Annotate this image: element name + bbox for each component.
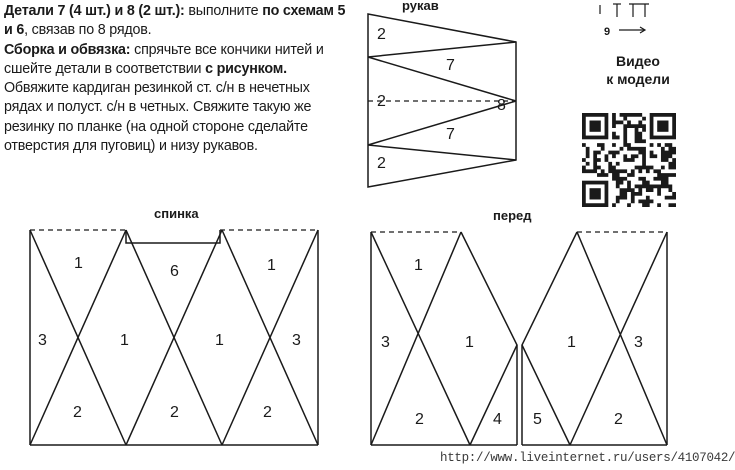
front-label: 2	[614, 411, 623, 428]
parts-schemes: по схемам 5 и 6	[4, 3, 346, 39]
legend-number: 9	[604, 26, 611, 38]
sleeve-label: 8	[497, 97, 506, 114]
assembly-text-1: спрячьте все кончики нитей и сшейте детали в соответствии	[4, 41, 324, 77]
back-label: 1	[74, 255, 83, 272]
parts-heading: Детали 7 (4 шт.) и 8 (2 шт.):	[4, 3, 185, 19]
front-label: 5	[533, 411, 542, 428]
back-label: 6	[170, 263, 179, 280]
sleeve-diagonal	[368, 145, 516, 160]
back-title: спинка	[154, 206, 199, 221]
sleeve-label: 7	[446, 126, 455, 143]
back-label: 3	[292, 332, 301, 349]
sleeve-label: 2	[377, 93, 386, 110]
video-caption-line2: к модели	[606, 71, 670, 87]
assembly-text-2: Обвяжите кардиган резинкой ст. с/н в нечетных рядах и полуст. с/н в четных. Свяжите такую же резинку по планке (на одной стороне сделайте отверстия для пуговиц) и низу рукавов.	[4, 80, 312, 155]
back-label: 2	[170, 404, 179, 421]
back-label: 1	[120, 332, 129, 349]
back-neckline	[126, 230, 220, 243]
assembly-heading: Сборка и обвязка:	[4, 41, 131, 58]
sleeve-label: 2	[377, 155, 386, 172]
back-label: 2	[73, 404, 82, 421]
parts-text-2: , связав по 8 рядов.	[24, 22, 152, 39]
sleeve-label: 7	[446, 57, 455, 74]
video-caption-line1: Видео	[616, 53, 660, 69]
front-left-diagonal	[470, 345, 517, 445]
front-label: 1	[567, 334, 576, 351]
front-title: перед	[493, 208, 532, 223]
sleeve-diagonal	[368, 57, 516, 101]
sleeve-label: 2	[377, 26, 386, 43]
front-right-diagonal	[522, 345, 570, 445]
front-label: 3	[634, 334, 643, 351]
parts-text-1: выполните	[184, 3, 263, 19]
front-label: 4	[493, 411, 502, 428]
back-label: 3	[38, 332, 47, 349]
back-label: 1	[215, 332, 224, 349]
front-label: 2	[415, 411, 424, 428]
front-label: 3	[381, 334, 390, 351]
watermark-url: http://www.liveinternet.ru/users/4107042/	[440, 451, 735, 465]
front-label: 1	[465, 334, 474, 351]
sleeve-title: рукав	[402, 0, 439, 13]
sleeve-diagonal	[368, 101, 516, 145]
assembly-figure-ref: с рисунком.	[205, 60, 287, 77]
sleeve-diagram	[368, 14, 516, 187]
sleeve-diagonal	[368, 42, 516, 57]
back-label: 1	[267, 257, 276, 274]
back-label: 2	[263, 404, 272, 421]
front-label: 1	[414, 257, 423, 274]
